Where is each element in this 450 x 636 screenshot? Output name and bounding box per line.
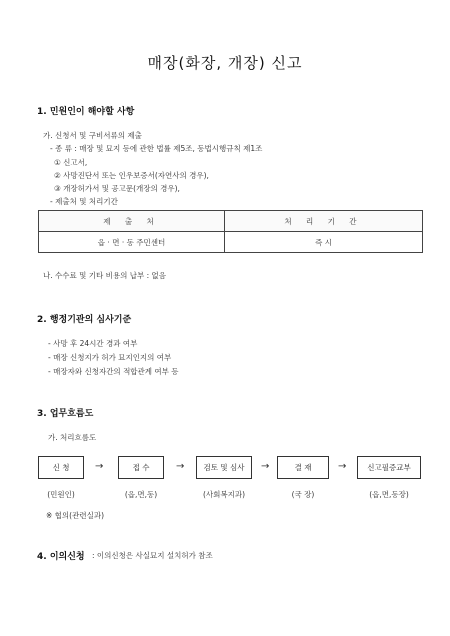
table-head-period: 처 리 기 간	[225, 211, 423, 232]
page-title: 매장(화장, 개장) 신고	[147, 54, 303, 72]
flow-step-sub: (읍,면,동)	[124, 490, 158, 499]
section-4-text: : 이의신청은 사실묘지 설치허가 참조	[92, 551, 213, 560]
submission-table	[38, 210, 423, 253]
flow-arrow: →	[176, 461, 185, 472]
types-line: - 종 류 : 매장 및 묘지 등에 관한 법률 제5조, 동법시행규칙 제1조	[50, 144, 263, 153]
flow-step-review: 검토 및 심사	[196, 456, 252, 479]
flow-arrow: →	[338, 461, 347, 472]
table-header-row	[39, 211, 423, 232]
table-cell-place: 읍 · 면 · 동 주민센터	[39, 232, 225, 253]
flow-step-sub: (읍,면,동장)	[369, 490, 409, 499]
flow-step-sub: (국 장)	[291, 490, 315, 499]
doc-item-1: ① 신고서,	[54, 158, 88, 167]
section-2-heading: 2. 행정기관의 심사기준	[37, 315, 132, 325]
flow-subtitle: 가. 처리흐름도	[48, 433, 97, 442]
flow-step-receive: 접 수	[118, 456, 164, 479]
flow-step-sub: (민원인)	[47, 490, 75, 499]
section-4-heading: 4. 이의신청	[37, 552, 85, 562]
table-head-place: 제 출 처	[39, 211, 225, 232]
criteria-item: - 매장자와 신청자간의 적합관계 여부 등	[48, 367, 179, 376]
place-period-line: - 제출처 및 처리기간	[50, 197, 118, 206]
flow-note: ※ 협의(관련실과)	[46, 511, 104, 520]
doc-item-3: ③ 개장허가서 및 공고문(개장의 경우),	[54, 184, 180, 193]
item-ga: 가. 신청서 및 구비서류의 제출	[43, 131, 142, 140]
section-3-heading: 3. 업무흐름도	[37, 409, 94, 419]
section-1-heading: 1. 민원인이 해야할 사항	[37, 107, 135, 117]
table-row	[39, 232, 423, 253]
criteria-item: - 매장 신청지가 허가 묘지인지의 여부	[48, 353, 172, 362]
criteria-item: - 사망 후 24시간 경과 여부	[48, 339, 138, 348]
flow-step-approve: 결 재	[277, 456, 329, 479]
doc-item-2: ② 사망진단서 또는 인우보증서(자연사의 경우),	[54, 171, 209, 180]
flow-step-sub: (사회복지과)	[202, 490, 246, 499]
flow-step-issue: 신고필증교부	[357, 456, 421, 479]
flow-arrow: →	[261, 461, 270, 472]
flow-arrow: →	[95, 461, 104, 472]
table-cell-period: 즉 시	[225, 232, 423, 253]
flow-step-apply: 신 청	[38, 456, 84, 479]
item-na: 나. 수수료 및 기타 비용의 납부 : 없음	[43, 271, 167, 280]
